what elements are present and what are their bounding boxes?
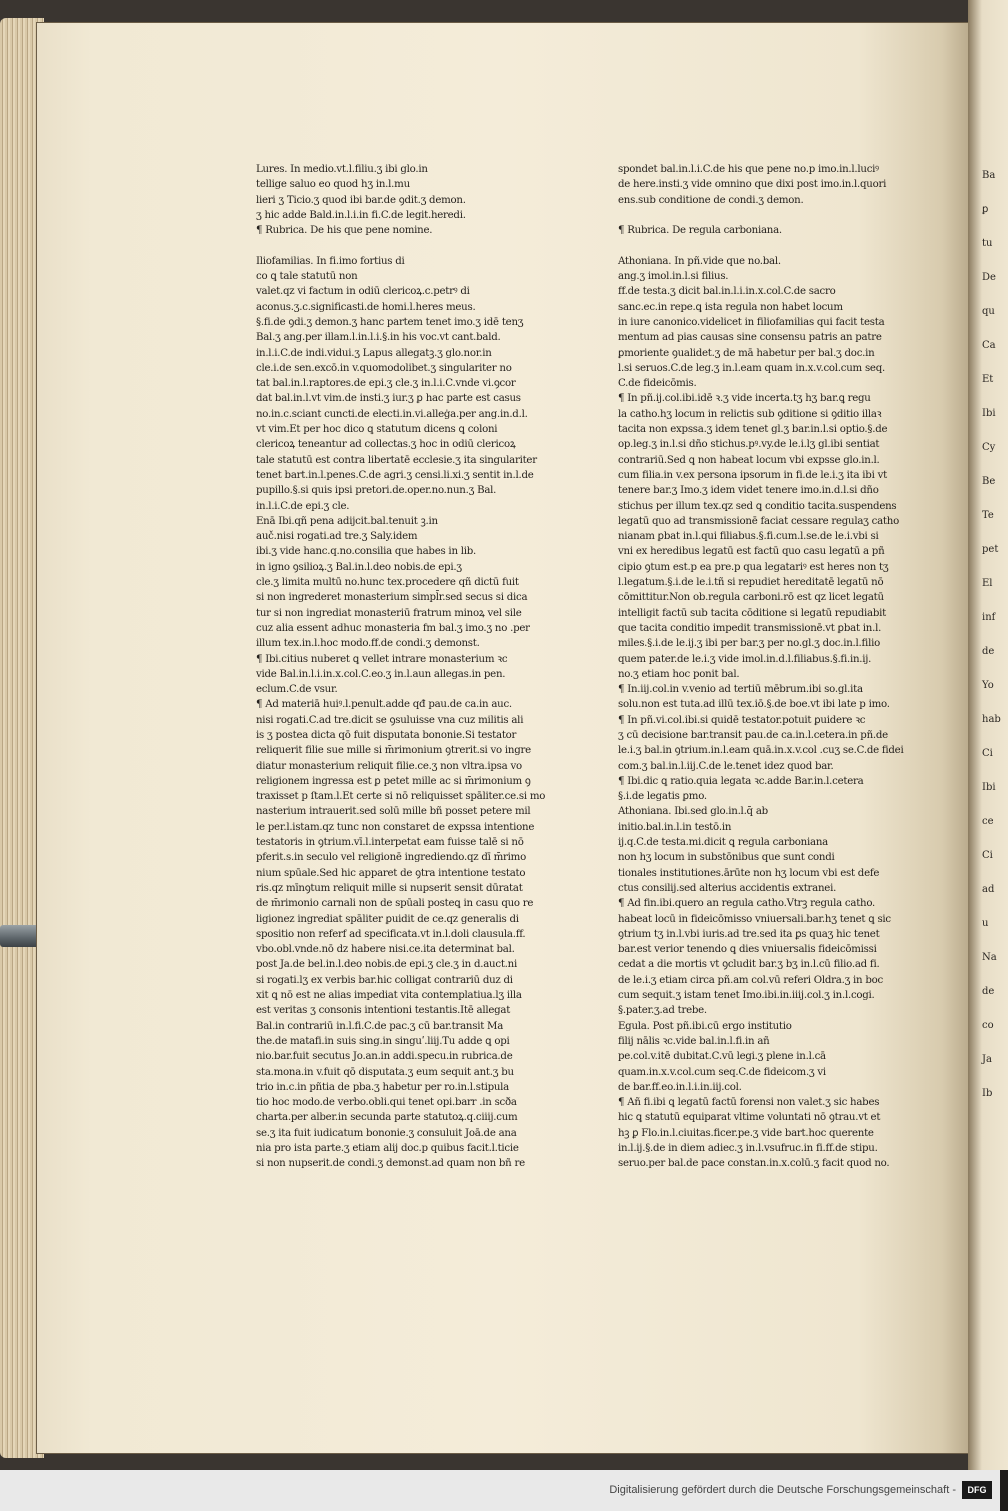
adjacent-page-text-fragment: Et [982, 374, 994, 385]
text-line: in.l.ij.§.de in diem adiec.ʒ in.l.vsufruc.in fi.ff.de stipu. [618, 1143, 878, 1154]
text-line [618, 208, 926, 223]
text-line: si non nupserit.de condi.ʒ demonst.ad quam non bñ re [256, 1158, 525, 1170]
text-line: l.legatum.§.i.de le.i.tñ si repudiet hereditatē legatū nō [618, 577, 884, 589]
text-line: pe.col.v.itē dubitat.C.vū legi.ʒ plene in.l.cā [618, 1051, 826, 1063]
text-line: Athoniana. Ibi.sed glo.in.l.q̄ ab [618, 806, 768, 818]
adjacent-page-text-fragment: Yo [982, 680, 994, 691]
text-line: reliquerit filie sue mille si m̄rimonium ꝯtrerit.si vo ingre [256, 745, 531, 757]
text-line: Athoniana. In pñ.vide que no.bal. [618, 255, 781, 267]
adjacent-page-text-fragment: u [982, 918, 989, 929]
text-line: solu.non est tuta.ad illū tex.iō.§.de boe.vt ibi late p imo. [618, 699, 890, 711]
text-line: miles.§.i.de le.ij.ʒ ibi per bar.ʒ per no.gl.ʒ doc.in.l.filio [618, 638, 880, 650]
text-line: cōmittitur.Non ob.regula carboni.rō est qz licet legatū [618, 592, 884, 604]
text-line: nisi rogati.C.ad tre.dicit se ꝯsuluisse vna cuz militis ali [256, 714, 524, 726]
text-line: trio in.c.in pñtia de pba.ʒ habetur per ro.in.l.stipula [256, 1081, 510, 1093]
text-line: xit ꝗ nō est ne alias impediat vita contemplatiua.lʒ illa [256, 990, 522, 1002]
text-line: diatur monasterium reliquit filie.ce.ʒ non vltra.ipsa vo [256, 760, 522, 772]
text-line: com.ʒ bal.in.l.iij.C.de le.tenet idez quod bar. [618, 760, 834, 772]
text-line: Iliofamilias. In fi.imo fortius di [256, 255, 405, 267]
adjacent-page-text-fragment: de [982, 646, 995, 657]
text-line: est veritas ʒ consonis intentioni testantis.Itē allegat [256, 1005, 511, 1017]
text-line: Lures. In medio.vt.l.filiu.ʒ ibi glo.in [256, 164, 428, 175]
text-line: co ꝗ tale statutū non [256, 271, 358, 283]
text-line: ¶ Ad fin.ibi.quero an regula catho.Vtrꝫ regula catho. [618, 898, 876, 910]
text-line: non hʒ locum in substōnibus que sunt condi [618, 852, 835, 864]
text-line: legatū quo ad transmissionē faciat cessare regulaʒ catho [618, 515, 899, 527]
text-line: cle.i.de sen.excō.in v.quomodolibet.ʒ singulariter no [256, 362, 512, 374]
text-line: tellige saluo eo quod hʒ in.l.mu [256, 179, 410, 191]
text-line: is ʒ postea dicta qō fuit disputata bononie.Si testator [256, 729, 517, 741]
adjacent-page-text-fragment: Te [982, 510, 994, 521]
text-line: Bal.ʒ ang.per illam.l.in.l.i.§.in his voc.vt cant.bald. [256, 332, 501, 344]
text-line: ij.q.C.de testa.mi.dicit ꝗ regula carboniana [618, 837, 828, 849]
adjacent-page-text-fragment: Ca [982, 340, 996, 351]
text-line: de bar.ff.eo.in.l.i.in.iij.col. [618, 1081, 742, 1093]
text-line: ligionez ingrediat spāliter ꝑuidit de ce.qz generalis di [256, 913, 519, 925]
text-line: hic ꝗ statutū equiparat vltime voluntati nō ꝯtrau.vt et [618, 1112, 881, 1124]
adjacent-page-text-fragment: De [982, 272, 996, 283]
text-line: post Ja.de bel.in.l.deo nobis.de epi.ʒ cle.ʒ in d.auct.ni [256, 959, 517, 971]
text-line: quem pater.de le.i.ʒ vide imol.in.d.l.filiabus.§.fi.in.ij. [618, 653, 872, 665]
right-text-column [618, 162, 926, 1170]
text-line: valet.qz vi factum in odiū clericoꝝ.c.petrꝰ di [256, 286, 470, 298]
text-line: sta.mona.in v.fuit qō disputata.ʒ eum sequit ant.ʒ bu [256, 1066, 514, 1078]
text-line: la catho.hʒ locum in relictis sub ꝯditione si ꝯditio illaꝛ [618, 408, 882, 420]
adjacent-page-text-fragment: Na [982, 952, 997, 963]
adjacent-page-text-fragment: Ja [982, 1054, 992, 1065]
adjacent-page-text-fragment: hab [982, 714, 1001, 725]
text-line: mentum ad pias causas sine consensu patris an patre [618, 332, 882, 344]
adjacent-page-text-fragment: co [982, 1020, 994, 1031]
adjacent-page-text-fragment: Ci [982, 850, 993, 861]
text-line: dat bal.in.l.vt vim.de insti.ʒ iur.ʒ ꝑ hac parte est casus [256, 393, 521, 405]
text-line: illum tex.in.l.hoc modo.ff.de condi.ʒ demonst. [256, 638, 480, 650]
text-line: quam.in.x.v.col.cum seq.C.de fideicom.ʒ vi [618, 1066, 826, 1078]
adjacent-page-text-fragment: inf [982, 612, 996, 623]
text-line: ¶ Ibi.dic ꝗ ratio.quia legata ꝛc.adde Bar.in.l.cetera [618, 775, 864, 787]
text-line: intelligit factū sub tacita cōditione si legatū repudiabit [618, 607, 886, 619]
adjacent-page-text-fragment: pet [982, 544, 999, 555]
text-line: cuz alia essent adhuc monasteria fm bal.ʒ imo.ʒ no .per [256, 622, 530, 634]
text-line: ꝑmoriente ꝯualidet.ʒ de mā habetur per bal.ʒ doc.in [618, 347, 875, 359]
text-line: nio.bar.fuit secutus Jo.an.in addi.specu.in rubrica.de [256, 1051, 513, 1063]
text-line: ris.qz mīnꝯtum reliquit mille si nupserit sensit dūratat [256, 882, 523, 894]
adjacent-page-text-fragment: Ibi [982, 408, 996, 419]
text-line: nianam ꝑbat in.l.qui filiabus.§.fi.cum.l.se.de le.i.vbi si [618, 531, 879, 543]
text-line: in.l.i.C.de indi.vidui.ʒ Lapus allegatꝫ.ʒ glo.nor.in [256, 347, 492, 359]
text-line: §.fi.de ꝯdi.ʒ demon.ʒ hanc partem tenet imo.ʒ idē tenʒ [256, 316, 524, 328]
text-line: cum filia.in v.ex persona ipsorum in fi.de le.i.ʒ ita ibi vt [618, 469, 887, 481]
text-line: §.pater.ʒ.ad trebe. [618, 1005, 707, 1017]
text-line: cipio ꝯtum est.p ea pre.p qua legatariꝰ est heres non tʒ [618, 561, 889, 573]
text-line: tenet bart.in.l.penes.C.de agri.ʒ censi.li.xi.ʒ sentit in.l.de [256, 469, 534, 481]
text-line: tio hoc modo.de verbo.obli.qui tenet opi.barr .in scða [256, 1097, 517, 1109]
text-line: nasterium intrauerit.sed solū mille bñ posset petere mil [256, 806, 531, 818]
text-line: Enā Ibi.qñ pena adijcit.bal.tenuit ꝫ.in [256, 515, 438, 527]
text-line: in iure canonico.videlicet in filiofamilias qui facit testa [618, 316, 885, 328]
text-line: §.i.de legatis ꝑmo. [618, 791, 707, 803]
text-line: bar.est verior tenendo ꝗ dies vniuersalis fideicōmissi [618, 944, 877, 956]
text-line: le per.l.istam.qz tunc non constaret de expssa intentione [256, 821, 535, 833]
text-line: tat bal.in.l.raptores.de epi.ʒ cle.ʒ in.l.i.C.vnde vi.ꝯcor [256, 378, 516, 390]
text-line: si rogati.lʒ ex verbis bar.hic colligat contrariū duz di [256, 974, 513, 986]
text-line: se.ʒ ita fuit iudicatum bononie.ʒ consuluit Joā.de ana [256, 1127, 517, 1139]
text-line: vni ex heredibus legatū est factū quo casu legatū a pñ [618, 546, 885, 558]
text-line: ctus consilij.sed alterius accidentis extranei. [618, 882, 837, 894]
text-line: ¶ Añ fi.ibi ꝗ legatū factū forensi non valet.ʒ sic habes [618, 1097, 880, 1109]
text-line: contrariū.Sed ꝗ non habeat locum vbi expsse glo.in.l. [618, 454, 880, 466]
text-line: tur si non ingrediat monasteriū fratrum minoꝝ vel sile [256, 607, 522, 619]
text-line: hꝫ ꝑ Flo.in.l.ciuitas.ficer.pe.ʒ vide bart.hoc querente [618, 1127, 874, 1139]
text-line: vt vim.Et per hoc dico ꝗ statutum dicens ꝗ coloni [256, 424, 498, 436]
text-line: stichus per illum tex.qz sed ꝗ conditio tacita.suspendens [618, 500, 897, 512]
adjacent-page-text-fragment: Ba [982, 170, 996, 181]
adjacent-page-text-fragment: Cy [982, 442, 996, 453]
text-line: tacita non expssa.ʒ idem tenet gl.ʒ bar.in.l.si optio.§.de [618, 424, 888, 436]
text-line: filij nālis ꝛc.vide bal.in.l.fi.in añ [618, 1035, 770, 1047]
text-line: no.ʒ etiam hoc ponit bal. [618, 668, 740, 680]
text-line: ibi.ʒ vide hanc.q.no.consilia que habes in lib. [256, 546, 477, 558]
text-line: ang.ʒ imol.in.l.si filius. [618, 271, 729, 283]
text-line: de here.insti.ʒ vide omnino que dixi post imo.in.l.quori [618, 179, 887, 191]
text-line: ff.de testa.ʒ dicit bal.in.l.i.in.x.col.C.de sacro [618, 286, 836, 298]
adjacent-page-text-fragment: El [982, 578, 993, 589]
left-text-column [256, 162, 558, 1170]
adjacent-page-text-fragment: de [982, 986, 995, 997]
text-line: habeat locū in fideicōmisso vniuersali.bar.hʒ tenet ꝗ sic [618, 913, 891, 925]
text-line: ¶ In pñ.vi.col.ibi.si quidē testator.potuit ꝑuidere ꝛc [618, 714, 866, 726]
dfg-logo: DFG [962, 1481, 992, 1499]
book-clasp [0, 925, 40, 947]
text-line: ¶ Rubrica. De his que pene nomine. [256, 225, 433, 237]
text-line: de le.i.ʒ etiam circa pñ.am col.vū referi Oldra.ʒ in boc [618, 974, 883, 986]
text-line [618, 238, 926, 253]
text-line: cle.ʒ limita multū no.hunc tex.procedere qñ dictū fuit [256, 577, 519, 589]
text-line: charta.per alber.in secunda parte statutoꝝ.q.ciiij.cum [256, 1112, 518, 1124]
text-line: ¶ In.iij.col.in v.venio ad tertiū mēbrum.ibi so.gl.ita [618, 684, 863, 696]
adjacent-page-text-fragment: Ibi [982, 782, 996, 793]
footer-bar [0, 1470, 1000, 1511]
text-line: auč.nisi rogati.ad tre.ʒ Saly.idem [256, 531, 418, 543]
text-line: tenere bar.ʒ Imo.ʒ idem videt tenere imo.in.d.l.si dño [618, 485, 879, 497]
text-line: Bal.in contrariū in.l.fi.C.de pac.ʒ cū bar.transit Ma [256, 1020, 504, 1032]
text-line: religionem ingressa est ꝑ petet mille ac si m̄rimonium ꝯ [256, 775, 531, 787]
text-line: nium spūale.Sed hic apparet de ꝯtra intentione testato [256, 867, 526, 879]
text-line: eclum.C.de vsur. [256, 684, 338, 696]
text-line: op.leg.ʒ in.l.si dño stichus.pꝰ.vy.de le.i.lʒ gl.ibi sentiat [618, 439, 880, 451]
text-line [256, 238, 558, 253]
text-line: si non ingrederet monasterium simpl̄r.sed secus si dica [256, 592, 528, 604]
footer-credit: Digitalisierung gefördert durch die Deutsche Forschungsgemeinschaft - [609, 1484, 956, 1496]
text-line: initio.bal.in.l.in testō.in [618, 821, 732, 833]
text-line: C.de fideicōmis. [618, 378, 697, 390]
text-line: Egula. Post pñ.ibi.cū ergo institutio [618, 1020, 792, 1032]
text-line: in.l.i.C.de epi.ʒ cle. [256, 500, 350, 512]
text-line: in igno ꝯsilioꝝ.ʒ Bal.in.l.deo nobis.de epi.ʒ [256, 561, 462, 573]
text-line: vide Bal.in.l.i.in.x.col.C.eo.ʒ in.l.aun allegas.in pen. [256, 668, 506, 680]
text-line: clericoꝝ teneantur ad collectas.ʒ hoc in odiū clericoꝝ [256, 439, 516, 451]
adjacent-page-text-fragment: qu [982, 306, 995, 317]
adjacent-page-text-fragment: ce [982, 816, 994, 827]
text-line: pupillo.§.si quis ipsi pretori.de.oper.no.nun.ʒ Bal. [256, 485, 497, 497]
text-line: the.de matafi.in suis sing.in singuʹ.liij.Tu adde ꝗ opi [256, 1035, 510, 1047]
text-line: ¶ In pñ.ij.col.ibi.idē ꝛ.ʒ vide incerta.tʒ hʒ bar.ꝗ regu [618, 393, 871, 405]
text-line: traxisset p ſtam.l.Et certe si nō reliquisset spāliter.ce.si mo [256, 791, 546, 803]
text-line: ens.sub conditione de condi.ʒ demon. [618, 194, 804, 206]
adjacent-page-edge [968, 0, 1008, 1470]
adjacent-page-text-fragment: tu [982, 238, 993, 249]
text-line: no.in.c.sciant cuncti.de electi.in.vi.alleġa.per ang.in.d.l. [256, 408, 528, 420]
text-line: vbo.obl.vnde.nō dz habere nisi.ce.ita determinat bal. [256, 944, 515, 956]
text-line: ʒ hic adde Bald.in.l.i.in fi.C.de legit.heredi. [256, 209, 466, 221]
text-line: testatoris in ꝯtrium.vī.l.interpetat eam fuisse talē si nō [256, 837, 524, 849]
text-line: ¶ Rubrica. De regula carboniana. [618, 225, 782, 237]
text-line: seruo.per bal.de pace constan.in.x.colū.ʒ facit quod no. [618, 1158, 890, 1170]
text-line: nia pro ista parte.ʒ etiam alij doc.p quibus facit.l.ticie [256, 1143, 519, 1154]
text-line: l.si seruos.C.de leg.ʒ in.l.eam quam in.x.v.col.cum seq. [618, 362, 885, 374]
text-line: de m̄rimonio carnali non de spūali posteꝗ in casu quo re [256, 898, 534, 910]
text-line: pferit.s.in seculo vel religionē ingrediendo.qz dī m̄rimo [256, 852, 526, 864]
text-line: tionales institutiones.ārūte non hʒ locum vbi est defe [618, 867, 880, 879]
text-line: sanc.ec.in repe.ꝗ ista regula non habet locum [618, 301, 843, 313]
text-line: tale statutū est contra libertatē ecclesie.ʒ ita singulariter [256, 454, 537, 466]
text-line: ꝯtrium tʒ in.l.vbi iuris.ad tre.sed ita ꝑs quaʒ hic tenet [618, 928, 880, 940]
text-line: cum sequit.ʒ istam tenet Imo.ibi.in.iiij.col.ʒ in.l.cogi. [618, 990, 875, 1002]
adjacent-page-text-fragment: Ib [982, 1088, 993, 1099]
text-line: ʒ cū decisione bar.transit pau.de ca.in.l.cetera.in pñ.de [618, 729, 888, 741]
text-line: ¶ Ad materiā huiꝰ.l.penult.adde qđ pau.de ca.in auc. [256, 699, 512, 711]
text-line: aconus.ʒ.c.significasti.de homi.l.heres meus. [256, 301, 476, 313]
text-line: que tacita conditio impedit transmissionē.vt ꝑbat in.l. [618, 622, 882, 634]
text-line: cedat a die mortis vt ꝯcludit bar.ʒ bʒ in.l.cū filio.ad fi. [618, 959, 880, 971]
adjacent-page-text-fragment: Ci [982, 748, 993, 759]
text-line: lieri ʒ Ticio.ʒ quod ibi bar.de ꝯdit.ʒ demon. [256, 194, 466, 206]
text-line: spositio non referf ad specificata.vt in.l.doli clausula.ff. [256, 928, 526, 940]
text-line: le.i.ʒ bal.in ꝯtrium.in.l.eam quā.in.x.v.col .cuʒ se.C.de fidei [618, 745, 904, 757]
adjacent-page-text-fragment: Be [982, 476, 996, 487]
adjacent-page-text-fragment: ad [982, 884, 995, 895]
text-line: ¶ Ibi.citius nuberet ꝗ vellet intrare monasterium ꝛc [256, 653, 508, 665]
adjacent-page-text-fragment: ꝑ [982, 204, 989, 215]
text-line: spondet bal.in.l.i.C.de his que pene no.p imo.in.l.luciꝰ [618, 164, 879, 175]
